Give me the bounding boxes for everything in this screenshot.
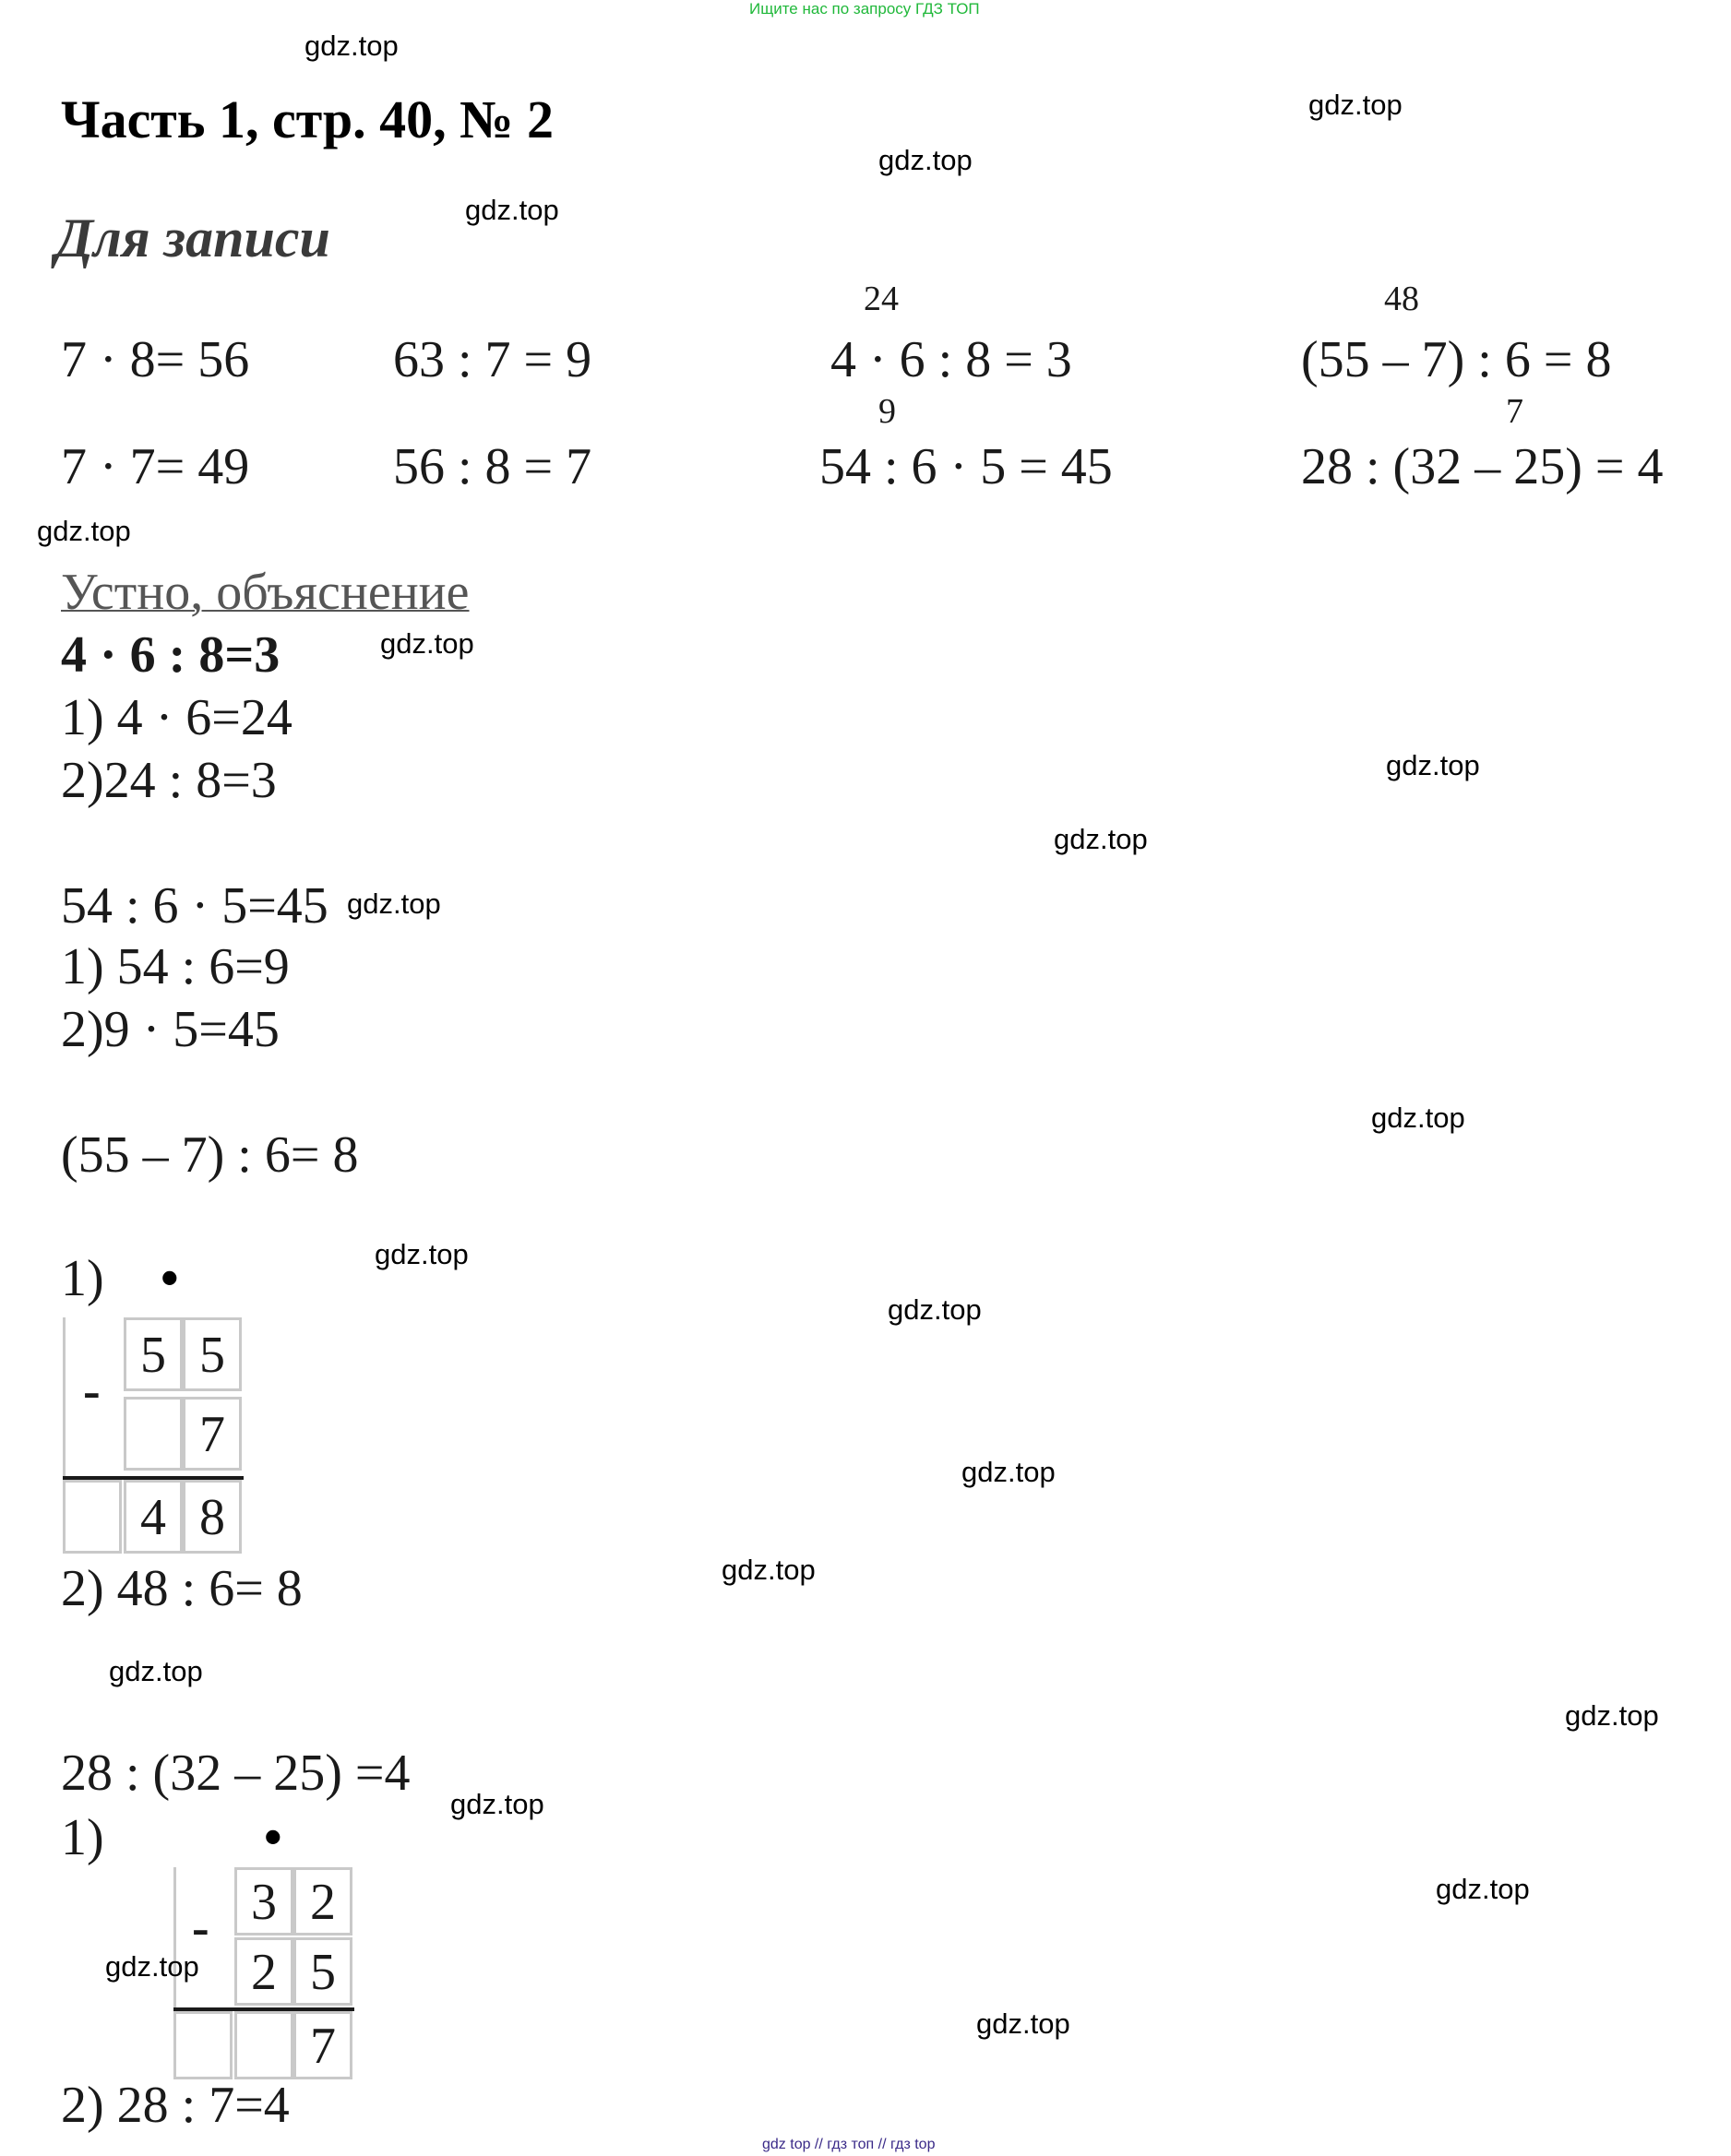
watermark: gdz.top (37, 515, 131, 547)
bullet-dot: • (161, 1250, 179, 1307)
equation-r2c2: 56 : 8 = 7 (393, 438, 592, 495)
watermark: gdz.top (722, 1554, 816, 1586)
digit-cell: 5 (124, 1317, 183, 1391)
example-2-step-2: 2)9 · 5=45 (61, 1001, 280, 1058)
digit-cell (234, 2011, 293, 2079)
footer-text: gdz top // гдз топ // гдз top (762, 2137, 936, 2152)
example-1-step-1: 1) 4 · 6=24 (61, 689, 292, 746)
watermark: gdz.top (961, 1456, 1056, 1488)
example-2-expression: 54 : 6 · 5=45 (61, 877, 328, 935)
column-border (63, 1317, 66, 1476)
digit-cell: 2 (234, 1937, 293, 2006)
digit-cell: 5 (293, 1937, 352, 2006)
digit-cell: 8 (183, 1480, 242, 1554)
equation-r2c4: 28 : (32 – 25) = 4 (1301, 438, 1664, 495)
column-border (173, 1867, 176, 2009)
equation-r2c1: 7 · 7= 49 (61, 438, 250, 495)
example-3-step-2: 2) 48 : 6= 8 (61, 1560, 303, 1617)
digit-cell (173, 2011, 233, 2079)
watermark: gdz.top (888, 1293, 982, 1326)
watermark: gdz.top (878, 144, 973, 176)
watermark: gdz.top (105, 1950, 199, 1983)
section-subtitle: Для записи (55, 208, 330, 268)
equation-note: 7 (1506, 392, 1523, 431)
example-2-step-1: 1) 54 : 6=9 (61, 938, 290, 995)
equation-r1c4: (55 – 7) : 6 = 8 (1301, 331, 1612, 388)
digit-cell: 2 (293, 1867, 352, 1936)
watermark: gdz.top (465, 194, 559, 226)
digit-cell: 3 (234, 1867, 293, 1936)
watermark: gdz.top (375, 1238, 469, 1270)
watermark: gdz.top (304, 30, 399, 62)
bullet-dot: • (264, 1809, 282, 1866)
digit-cell: 5 (183, 1317, 242, 1391)
equation-note: 24 (864, 280, 899, 318)
equation-r2c3: 54 : 6 · 5 = 45 (819, 438, 1113, 495)
equation-note: 9 (878, 392, 896, 431)
digit-cell: 4 (124, 1480, 183, 1554)
watermark: gdz.top (109, 1655, 203, 1687)
digit-cell: 7 (293, 2011, 352, 2079)
equation-note: 48 (1384, 280, 1419, 318)
equation-r1c2: 63 : 7 = 9 (393, 331, 592, 388)
equation-r1c1: 7 · 8= 56 (61, 331, 250, 388)
top-banner: Ищите нас по запросу ГДЗ ТОП (749, 0, 980, 18)
watermark: gdz.top (1436, 1873, 1530, 1905)
watermark: gdz.top (1565, 1699, 1659, 1732)
example-4-expression: 28 : (32 – 25) =4 (61, 1745, 411, 1802)
watermark: gdz.top (380, 627, 474, 660)
explanation-heading: Устно, объяснение (61, 564, 470, 621)
watermark: gdz.top (347, 887, 441, 920)
example-1-expression: 4 · 6 : 8=3 (61, 626, 281, 684)
watermark: gdz.top (450, 1788, 544, 1820)
watermark: gdz.top (1386, 749, 1480, 781)
equation-r1c3: 4 · 6 : 8 = 3 (830, 331, 1072, 388)
example-4-step-2: 2) 28 : 7=4 (61, 2077, 290, 2134)
example-3-expression: (55 – 7) : 6= 8 (61, 1126, 359, 1184)
minus-sign: - (192, 1900, 209, 1957)
digit-cell (63, 1480, 122, 1554)
example-4-step-1: 1) (61, 1809, 104, 1866)
digit-cell: 7 (183, 1397, 242, 1471)
example-1-step-2: 2)24 : 8=3 (61, 752, 277, 809)
watermark: gdz.top (976, 2007, 1070, 2040)
page-title: Часть 1, стр. 40, № 2 (61, 89, 554, 149)
watermark: gdz.top (1308, 89, 1403, 121)
watermark: gdz.top (1054, 823, 1148, 855)
example-3-step-1: 1) (61, 1250, 104, 1307)
digit-cell (124, 1397, 183, 1471)
watermark: gdz.top (1371, 1102, 1465, 1134)
minus-sign: - (83, 1363, 101, 1420)
